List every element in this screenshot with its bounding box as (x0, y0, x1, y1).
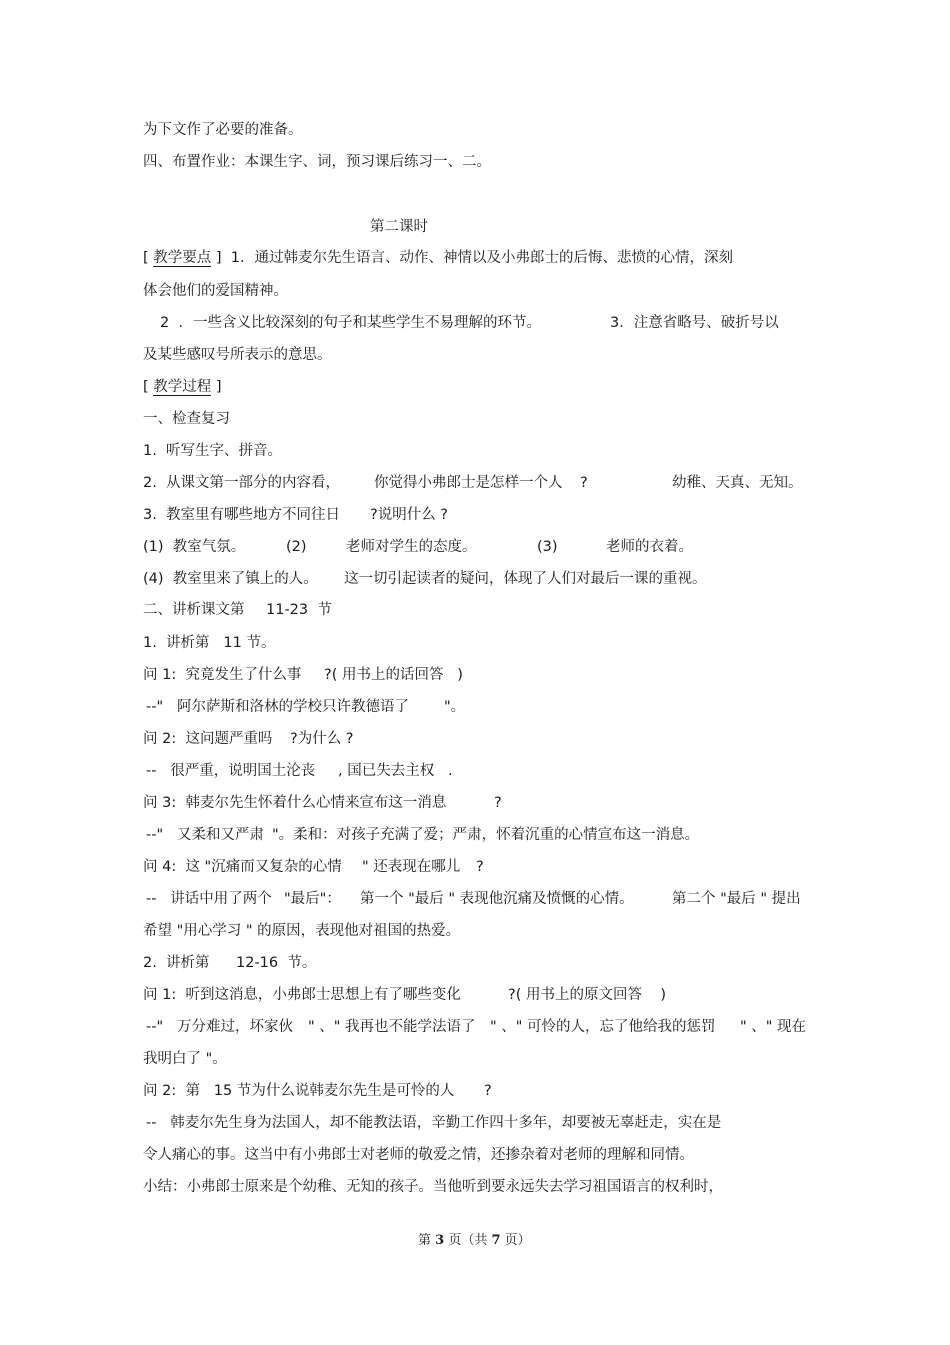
page-footer: 第 3 页（共 7 页） (418, 1233, 531, 1248)
text-line: 2. 讲析第 (143, 955, 210, 971)
text-line: (1) 教室气氛。 (143, 539, 246, 555)
text-line: 3. 教室里有哪些地方不同往日 (143, 507, 341, 523)
answer-line: --" 阿尔萨斯和洛林的学校只许教德语了 (146, 699, 409, 715)
question-line: ?( 用书上的原文回答 ) (508, 987, 667, 1003)
question-line: 问 4: 这 "沉痛而又复杂的心情 (143, 859, 342, 875)
text-line: (2) (286, 539, 307, 555)
text-line: 四、布置作业：本课生字、词，预习课后练习一、二。 (143, 154, 491, 170)
text-line: 2. 从课文第一部分的内容看， (143, 475, 341, 491)
text-line: (4) 教室里来了镇上的人。 (143, 571, 318, 587)
answer-line: -- 韩麦尔先生身为法国人，却不能教法语，辛勤工作四十多年，却要被无辜赶走，实在是 (146, 1115, 722, 1131)
answer-line: 我明白了 "。 (143, 1051, 227, 1067)
answer-line: " 、" 我再也不能学法语了 (308, 1019, 476, 1035)
text-line: 老师对学生的态度。 (346, 539, 477, 555)
text-line: ? (580, 475, 588, 491)
answer-line: --" 又柔和又严肃 (146, 827, 264, 843)
text-line: 2 ．一些含义比较深刻的句子和某些学生不易理解的环节。 (160, 315, 541, 331)
answer-line: " 、" 可怜的人，忘了他给我的惩罚 (490, 1019, 716, 1035)
question-line: ? (484, 1083, 492, 1099)
question-line: 问 1: 究竟发生了什么事 (143, 667, 302, 683)
page-number: 3 (435, 1233, 445, 1248)
answer-line: 令人痛心的事。这当中有小弗郎士对老师的敬爱之情，还掺杂着对老师的理解和同情。 (143, 1147, 694, 1163)
answer-line: 希望 "用心学习 " 的原因，表现他对祖国的热爱。 (143, 923, 461, 939)
teaching-process-line: [ 教学过程 ] (143, 379, 222, 395)
answer-line: "。柔和：对孩子充满了爱；严肃，怀着沉重的心情宣布这一消息。 (272, 827, 700, 843)
question-line: 问 2: 这问题严重吗 (143, 731, 273, 747)
text-line: 3．注意省略号、破折号以 (610, 315, 779, 331)
text-line: ?说明什么 ? (370, 507, 449, 523)
text-line: 1. 讲析第 11 节。 (143, 635, 276, 651)
text-line: (3) (537, 539, 558, 555)
answer-line: -- 讲话中用了两个 (146, 891, 272, 907)
answer-line: -- 很严重，说明国土沦丧 (146, 763, 316, 779)
question-line: 问 1: 听到这消息，小弗郎士思想上有了哪些变化 (143, 987, 461, 1003)
text-line: 这一切引起读者的疑问，体现了人们对最后一课的重视。 (344, 571, 707, 587)
text-line: 1. 听写生字、拼音。 (143, 443, 283, 459)
question-line: ? (476, 859, 484, 875)
question-line: ?为什么 ? (290, 731, 354, 747)
question-line: 问 3: 韩麦尔先生怀着什么心情来宣布这一消息 (143, 795, 447, 811)
answer-line: " 、" 现在 (740, 1019, 807, 1035)
teaching-points-label: 教学要点 (153, 250, 212, 266)
section-heading: 第二课时 (370, 219, 428, 235)
page-total: 7 (491, 1233, 501, 1248)
heading-line: 二、讲析课文第 (143, 602, 245, 618)
teaching-process-label: 教学过程 (153, 379, 212, 395)
question-line: ?( 用书上的话回答 ) (324, 667, 463, 683)
heading-line: 一、检查复习 (143, 411, 230, 427)
text-line: 体会他们的爱国精神。 (143, 283, 288, 299)
teaching-points-line: [ 教学要点 ] 1．通过韩麦尔先生语言、动作、神情以及小弗郎士的后悔、悲愤的心情，深刻 (143, 250, 733, 266)
text-line: 老师的衣着。 (606, 539, 693, 555)
question-line: " 还表现在哪儿 (362, 859, 461, 875)
question-line: 问 2: 第 15 节为什么说韩麦尔先生是可怜的人 (143, 1083, 455, 1099)
answer-line: 第二个 "最后 " 提出 (672, 891, 801, 907)
text-line: 幼稚、天真、无知。 (672, 475, 803, 491)
summary-line: 小结：小弗郎士原来是个幼稚、无知的孩子。当他听到要永远失去学习祖国语言的权利时， (143, 1179, 723, 1195)
text-line: 12-16 节。 (236, 955, 317, 971)
answer-line: "。 (444, 699, 466, 715)
text-line: 及某些感叹号所表示的意思。 (143, 347, 332, 363)
text-line: 你觉得小弗郎士是怎样一个人 (374, 475, 563, 491)
answer-line: "最后"： (284, 891, 341, 907)
answer-line: --" 万分难过，坏家伙 (146, 1019, 293, 1035)
answer-line: 第一个 "最后 " 表现他沉痛及愤慨的心情。 (360, 891, 634, 907)
text-line: 11-23 节 (266, 602, 332, 618)
answer-line: , 国已失去主权 . (338, 763, 453, 779)
text-line: 为下文作了必要的准备。 (143, 122, 303, 138)
question-line: ? (494, 795, 502, 811)
